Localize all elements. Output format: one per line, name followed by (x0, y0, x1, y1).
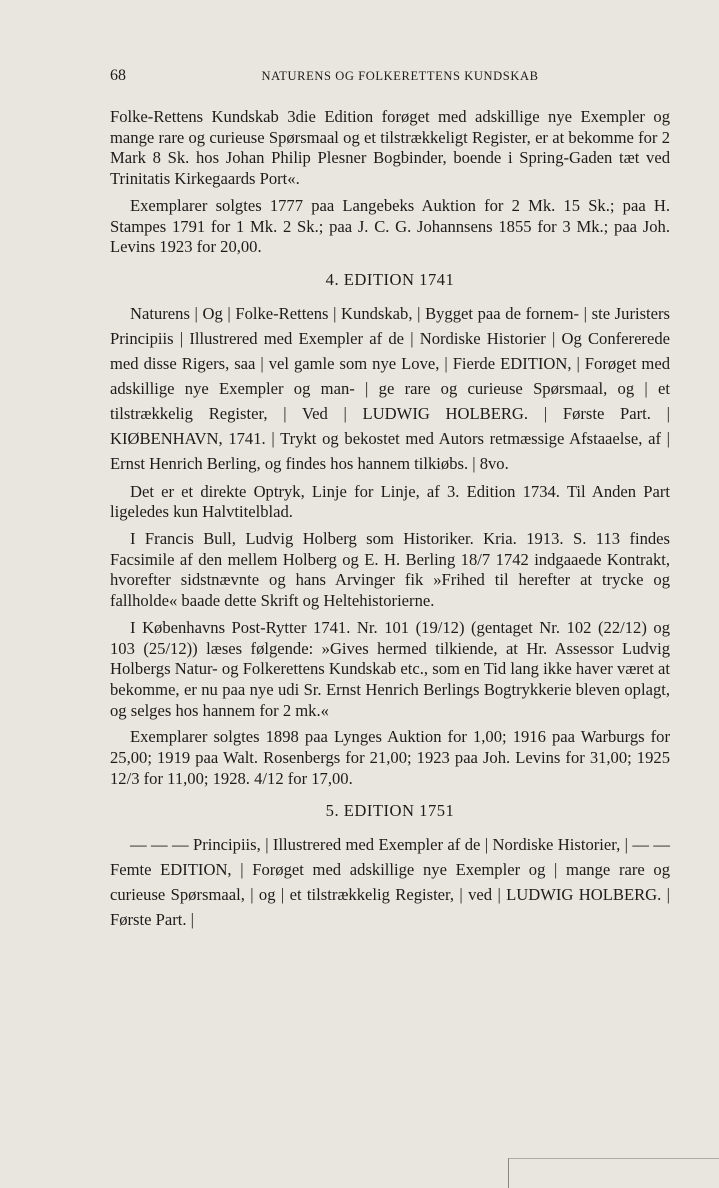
page-header (110, 67, 670, 87)
section-heading-4th-edition: 4. EDITION 1741 (325, 269, 455, 289)
page-corner-mark (508, 1158, 719, 1188)
page-body (110, 107, 670, 938)
paragraph-ad-text: Folke-Rettens Kundskab 3die Edition forøget med adskillige nye Exempler og mange rare og curieuse Spørsmaal og et tilstrækkeligt Register, er at bekomme for 2 Mark 8 Sk. hos Johan Philip Plesner Bogbinder, boende i Spring-Gaden tæt ved Trinitatis Kirkegaards Port«. (110, 107, 670, 189)
paragraph-sales-3rd-edition: Exemplarer solgtes 1777 paa Langebeks Auktion for 2 Mk. 15 Sk.; paa H. Stampes 1791 for 1 Mk. 2 Sk.; paa J. C. G. Johannsens 1855 for 3 Mk.; paa Joh. Levins 1923 for 20,00. (110, 195, 670, 257)
paragraph-title-description-5th: — — — Principiis, | Illustrered med Exempler af de | Nordiske Historier, | — — Femte EDITION, | Forøget med adskillige nye Exempler og | mange rare og curieuse Spørsmaal, | og | et tilstrækkelig Register, | ved | LUDWIG HOLBERG. | Første Part. | (110, 835, 670, 930)
paragraph-sales-4th-edition: Exemplarer solgtes 1898 paa Lynges Auktion for 1,00; 1916 paa Warburgs for 25,00; 1919 paa Walt. Rosenbergs for 21,00; 1923 paa Joh. Levins for 31,00; 1925 12/3 for 11,00; 1928. 4/12 for 17,00. (110, 727, 670, 788)
running-title: NATURENS OG FOLKERETTENS KUNDSKAB (261, 69, 539, 83)
paragraph-title-description-4th: Naturens | Og | Folke-Rettens | Kundskab, | Bygget paa de fornem- | ste Juristers Principiis | Illustrered med Exempler af de | Nordiske Historier | Og Confererede med disse Rigers, saa | vel gamle som nye Love, | Fierde EDITION, | Forøget med adskillige nye Exempler og man- | ge rare og curieuse Spørsmaal, og | et tilstrækkelig Register, | Ved | LUDWIG HOLBERG. | Første Part. | KIØBENHAVN, 1741. | Trykt og bekostet med Autors retmæssige Afstaaelse, af | Ernst Henrich Berling, og findes hos hannem tilkiøbs. | 8vo. (110, 303, 670, 473)
page-number: 68 (110, 67, 126, 84)
section-heading-5th-edition: 5. EDITION 1751 (325, 801, 455, 821)
paragraph-reprint-note: Det er et direkte Optryk, Linje for Linje, af 3. Edition 1734. Til Anden Part ligeledes kun Halvtitelblad. (110, 481, 670, 522)
paragraph-post-rytter: I Københavns Post-Rytter 1741. Nr. 101 (19/12) (gentaget Nr. 102 (22/12) og 103 (25/12)) læses følgende: »Gives hermed tilkiende, at Hr. Assessor Ludvig Holbergs Natur- og Folkerettens Kundskab etc., som en Tid lang ikke haver været at bekomme, er nu paa nye udi Sr. Ernst Henrich Berlings Bogtrykkerie bleven oplagt, og selges hos hannem for 2 mk.« (110, 617, 670, 720)
paragraph-bull-reference: I Francis Bull, Ludvig Holberg som Historiker. Kria. 1913. S. 113 findes Facsimile af den mellem Holberg og E. H. Berling 18/7 1742 indgaaede Kontrakt, hvorefter sidstnævnte og hans Arvinger fik »Frihed til herefter at trycke og fallholde« baade dette Skrift og Heltehistorierne. (110, 529, 670, 611)
